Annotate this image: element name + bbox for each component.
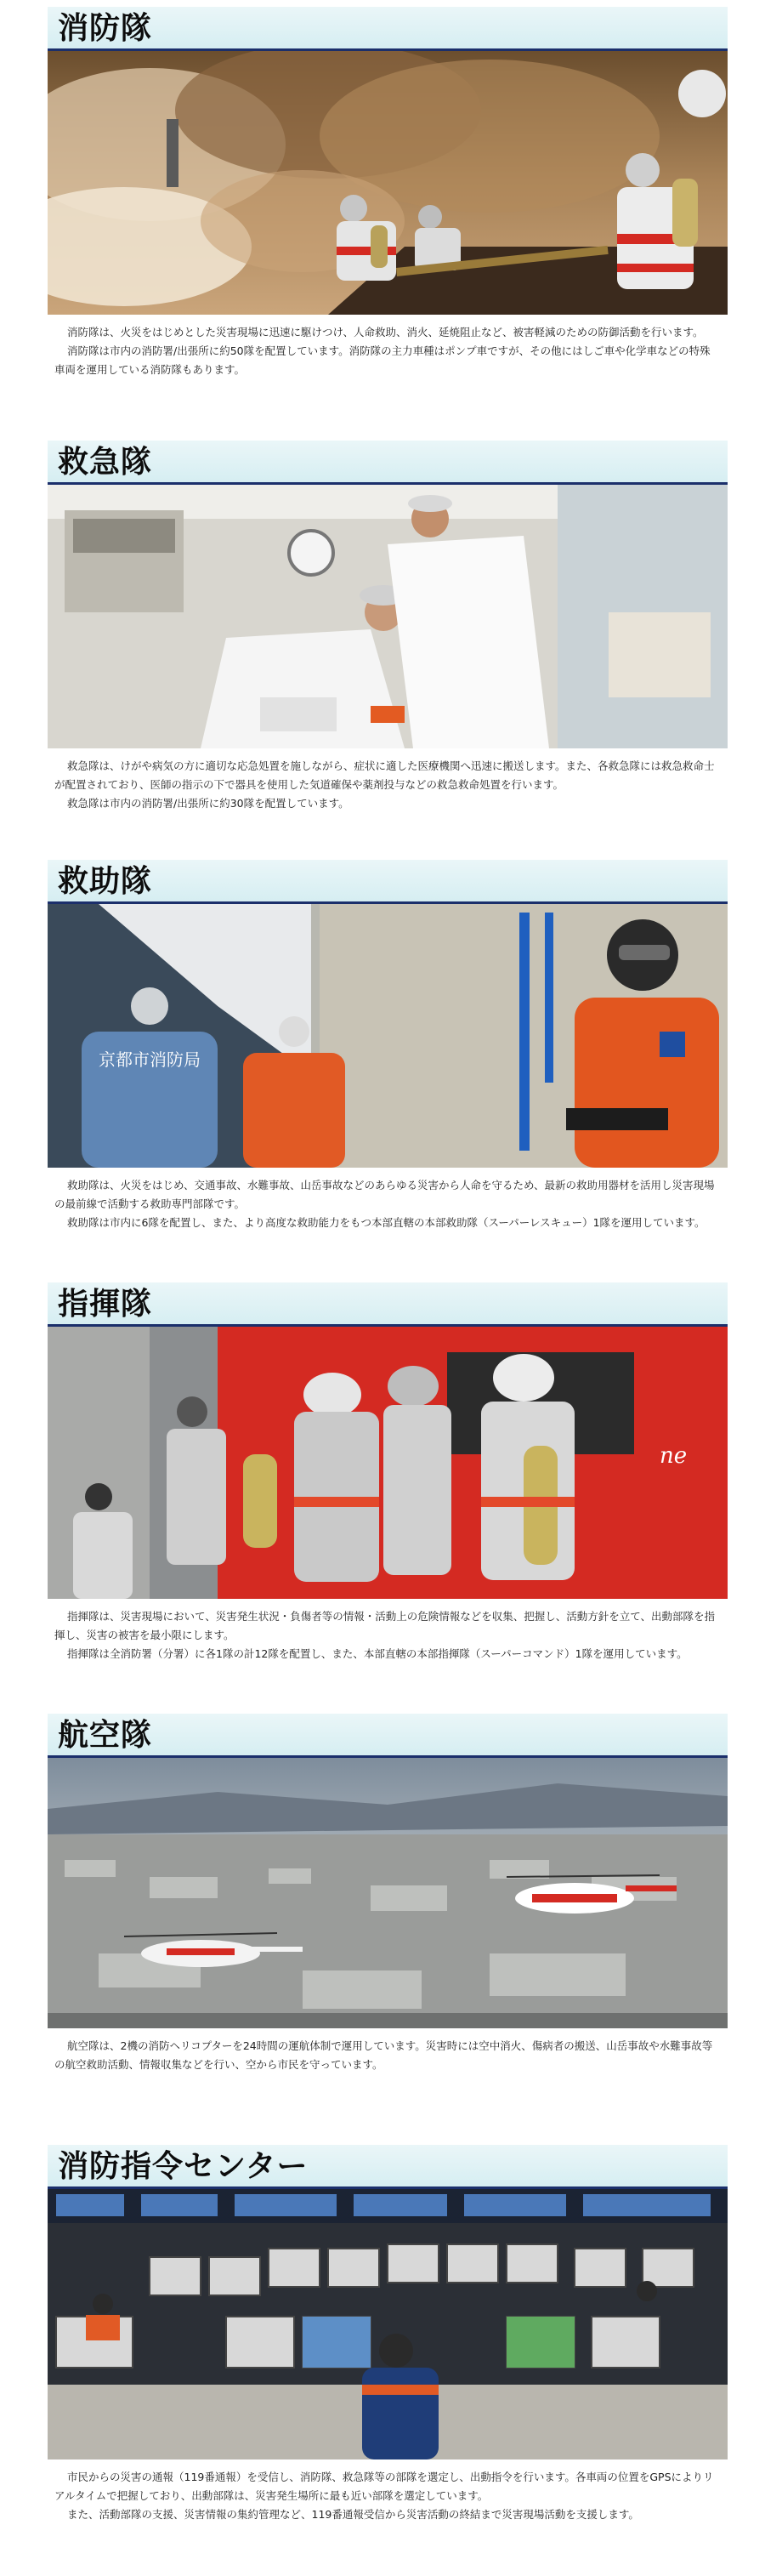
description-paragraph: また、活動部隊の支援、災害情報の集約管理など、119番通報受信から災害活動の終結まで災害現場活動を支援します。: [67, 2508, 639, 2521]
rescue-team-photo: [48, 904, 728, 1168]
section-title: 消防指令センター: [58, 2148, 309, 2184]
aviation-photo: [48, 1758, 728, 2028]
section-description: [48, 315, 728, 379]
description-paragraph: 市民からの災害の通報（119番通報）を受信し、消防隊、救急隊等の部隊を選定し、出動指令を行います。各車両の位置をGPSによりリアルタイムで把握しており、出動部隊は、災害発生場所に最も近い部隊を選定しています。: [54, 2471, 714, 2502]
section-heading: [48, 860, 728, 904]
dispatch-center-photo: [48, 2189, 728, 2459]
section-title: 指揮隊: [58, 1286, 153, 1322]
section-heading: [48, 2145, 728, 2189]
section-title: 消防隊: [58, 10, 153, 46]
section-command: [48, 1282, 728, 1663]
description-paragraph: 指揮隊は全消防署（分署）に各1隊の計12隊を配置し、また、本部直轄の本部指揮隊（スーパーコマンド）1隊を運用しています。: [67, 1647, 688, 1660]
section-rescue: [48, 860, 728, 1232]
section-fire: [48, 7, 728, 379]
section-ems: [48, 441, 728, 813]
section-description: [48, 2459, 728, 2524]
section-title: 航空隊: [58, 1717, 153, 1753]
section-description: [48, 1168, 728, 1232]
ems-team-photo: [48, 485, 728, 748]
truck-lettering: ne: [660, 1443, 688, 1469]
section-heading: [48, 1282, 728, 1327]
section-title: 救助隊: [58, 863, 153, 899]
section-dispatch-center: [48, 2145, 728, 2524]
description-paragraph: 消防隊は、火災をはじめとした災害現場に迅速に駆けつけ、人命救助、消火、延焼阻止など、被害軽減のための防御活動を行います。: [67, 326, 704, 338]
description-paragraph: 救助隊は市内に6隊を配置し、また、より高度な救助能力をもつ本部直轄の本部救助隊（スーパーレスキュー）1隊を運用しています。: [67, 1216, 706, 1229]
section-heading: [48, 1714, 728, 1758]
section-title: 救急隊: [58, 444, 153, 480]
fire-brigade-photo: [48, 51, 728, 315]
section-heading: [48, 441, 728, 485]
description-paragraph: 救助隊は、火災をはじめ、交通事故、水難事故、山岳事故などのあらゆる災害から人命を守るため、最新の救助用器材を活用し災害現場の最前線で活動する救助専門部隊です。: [54, 1179, 715, 1210]
command-team-photo: [48, 1327, 728, 1599]
description-paragraph: 指揮隊は、災害現場において、災害発生状況・負傷者等の情報・活動上の危険情報などを収集、把握し、活動方針を立て、出動部隊を指揮し、災害の被害を最小限にします。: [54, 1610, 716, 1641]
section-aviation: [48, 1714, 728, 2074]
description-paragraph: 消防隊は市内の消防署/出張所に約50隊を配置しています。消防隊の主力車種はポンプ車ですが、その他にはしご車や化学車などの特殊車両を運用している消防隊もあります。: [54, 344, 711, 376]
description-paragraph: 救急隊は、けがや病気の方に適切な応急処置を施しながら、症状に適した医療機関へ迅速に搬送します。また、各救急隊には救急救命士が配置されており、医師の指示の下で器具を使用した気道確保や薬剤投与などの救急救命処置を行います。: [54, 759, 715, 791]
description-paragraph: 航空隊は、2機の消防ヘリコプターを24時間の運航体制で運用しています。災害時には空中消火、傷病者の搬送、山岳事故や水難事故等の航空救助活動、情報収集などを行い、空から市民を守っています。: [54, 2039, 713, 2071]
rescue-vest-label: 京都市消防局: [99, 1049, 201, 1070]
section-description: [48, 748, 728, 813]
description-paragraph: 救急隊は市内の消防署/出張所に約30隊を配置しています。: [67, 797, 349, 810]
section-description: [48, 1599, 728, 1663]
section-heading: [48, 7, 728, 51]
section-description: [48, 2028, 728, 2074]
